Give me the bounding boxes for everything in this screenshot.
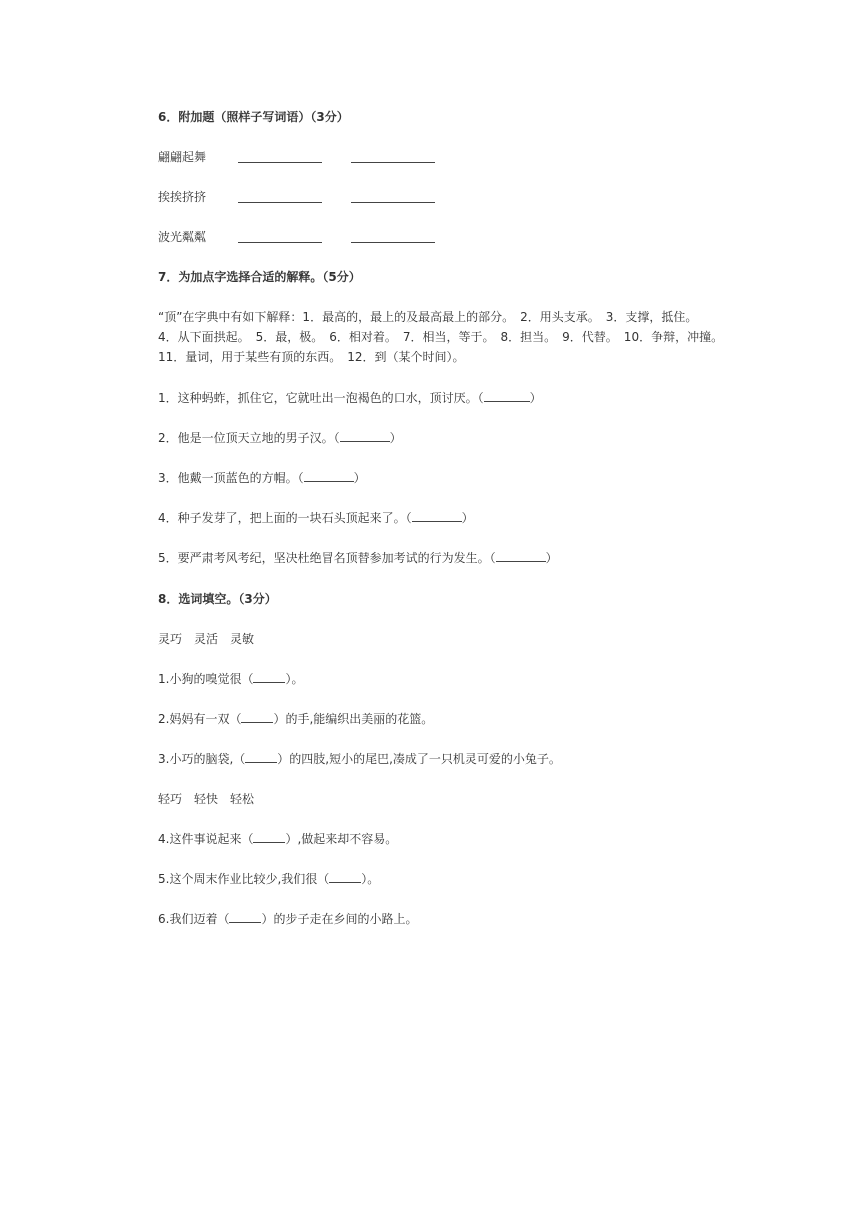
answer-blank[interactable]: [238, 242, 322, 243]
answer-blank[interactable]: [229, 911, 261, 923]
q8-item-2: [158, 710, 433, 728]
answer-blank[interactable]: [253, 671, 285, 683]
q7-item-close: ）: [461, 511, 474, 525]
q8-item-1: [158, 670, 303, 688]
answer-blank[interactable]: [241, 711, 273, 723]
q7-item-close: ）: [545, 551, 558, 565]
q8-item-after: ）的手,能编织出美丽的花篮。: [273, 712, 434, 726]
q8-item-text: 5.这个周末作业比较少,我们很（: [158, 872, 330, 886]
answer-blank[interactable]: [245, 751, 277, 763]
answer-blank[interactable]: [304, 470, 354, 482]
q6-example-word: 挨挨挤挤: [158, 190, 207, 204]
q6-example-word: 翩翩起舞: [158, 150, 207, 164]
answer-blank[interactable]: [340, 430, 390, 442]
q8-item-text: 1.小狗的嗅觉很（: [158, 672, 254, 686]
q7-item-close: ）: [353, 471, 366, 485]
q7-item-5: [158, 549, 558, 567]
q8-word-group-1: 灵巧 灵活 灵敏: [158, 632, 255, 646]
answer-blank[interactable]: [238, 202, 322, 203]
q6-title: 6．附加题（照样子写词语）（3分）: [158, 110, 349, 124]
answer-blank[interactable]: [484, 390, 530, 402]
q8-item-text: 3.小巧的脑袋,（: [158, 752, 246, 766]
q7-item-text: 3．他戴一顶蓝色的方帽。（: [158, 471, 304, 485]
q8-item-5: [158, 870, 379, 888]
q7-item-close: ）: [529, 391, 542, 405]
q6-example-word: 波光粼粼: [158, 230, 207, 244]
q8-item-6: [158, 910, 417, 928]
q8-title: 8．选词填空。（3分）: [158, 592, 277, 606]
q8-item-text: 2.妈妈有一双（: [158, 712, 242, 726]
answer-blank[interactable]: [351, 242, 435, 243]
q7-item-2: [158, 429, 402, 447]
q6-row-1: [158, 148, 448, 168]
q8-item-after: ）的四肢,短小的尾巴,凑成了一只机灵可爱的小兔子。: [277, 752, 561, 766]
q7-item-text: 4．种子发芽了，把上面的一块石头顶起来了。（: [158, 511, 412, 525]
answer-blank[interactable]: [351, 162, 435, 163]
q8-item-3: [158, 750, 561, 768]
q8-item-text: 6.我们迈着（: [158, 912, 230, 926]
q8-item-after: ）。: [285, 672, 304, 686]
q8-word-group-2: 轻巧 轻快 轻松: [158, 792, 255, 806]
q7-item-close: ）: [389, 431, 402, 445]
q7-item-text: 1．这种蚂蚱，抓住它，它就吐出一泡褐色的口水，顶讨厌。（: [158, 391, 484, 405]
answer-blank[interactable]: [351, 202, 435, 203]
answer-blank[interactable]: [238, 162, 322, 163]
answer-blank[interactable]: [496, 550, 546, 562]
q8-item-4: [158, 830, 397, 848]
q8-item-after: ）,做起来却不容易。: [285, 832, 398, 846]
q6-row-2: [158, 188, 448, 208]
answer-blank[interactable]: [253, 831, 285, 843]
q7-item-1: [158, 389, 542, 407]
q7-item-4: [158, 509, 474, 527]
q7-item-text: 5．要严肃考风考纪，坚决杜绝冒名顶替参加考试的行为发生。（: [158, 551, 496, 565]
q6-row-3: [158, 228, 448, 248]
q7-item-3: [158, 469, 366, 487]
q8-item-after: ）。: [361, 872, 380, 886]
q7-item-text: 2．他是一位顶天立地的男子汉。（: [158, 431, 340, 445]
q8-item-text: 4.这件事说起来（: [158, 832, 254, 846]
q7-definitions: “顶”在字典中有如下解释：1．最高的，最上的及最高最上的部分。 2．用头支承。 3．支撑，抵住。 4．从下面拱起。 5．最，极。 6．相对着。 7．相当，等于。 8．担当。 9．代替。 10．争辩，冲撞。 11．量词，用于某些有顶的东西。 12．到（某个时间）。: [158, 310, 730, 364]
answer-blank[interactable]: [329, 871, 361, 883]
answer-blank[interactable]: [412, 510, 462, 522]
q8-item-after: ）的步子走在乡间的小路上。: [261, 912, 418, 926]
q7-title: 7．为加点字选择合适的解释。（5分）: [158, 270, 361, 284]
